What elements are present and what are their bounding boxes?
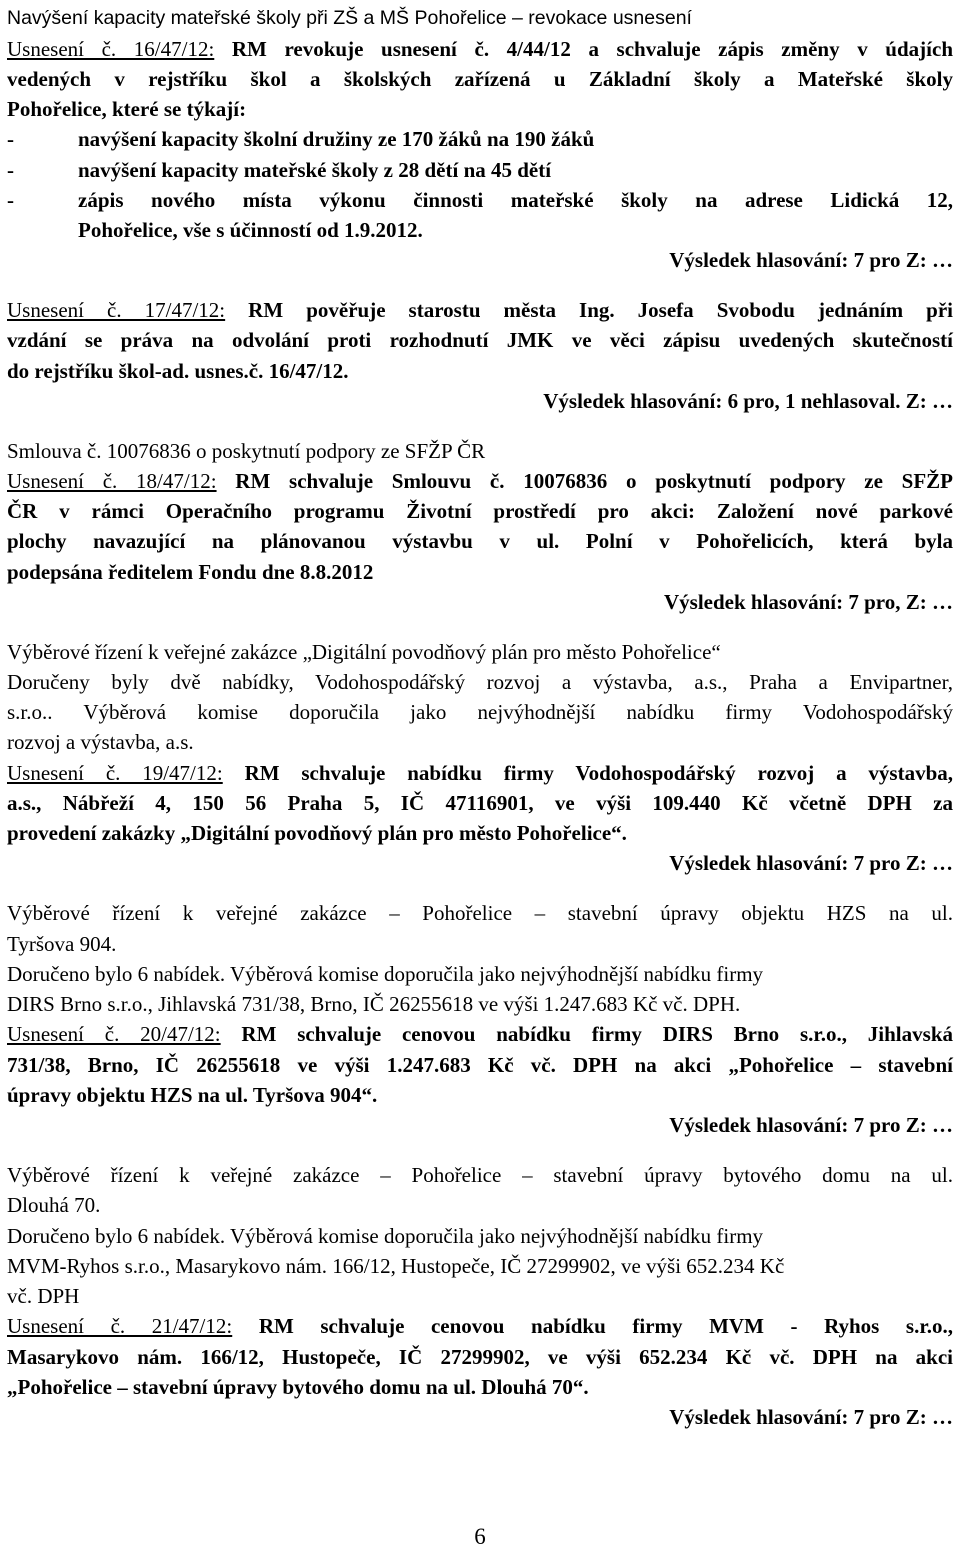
resolution-label: Usnesení č. 17/47/12: bbox=[7, 298, 226, 322]
resolution-line bbox=[7, 295, 953, 326]
vote-result: Výsledek hlasování: 7 pro Z: … bbox=[669, 851, 953, 875]
resolution-label: Usnesení č. 16/47/12: bbox=[7, 37, 215, 61]
resolution-line bbox=[7, 34, 953, 65]
resolution-text: RM schvaluje nabídku firmy Vodohospodářský rozvoj a výstavba, bbox=[222, 761, 954, 785]
vote-result: Výsledek hlasování: 7 pro Z: … bbox=[669, 1405, 953, 1429]
page-number: 6 bbox=[474, 1524, 486, 1549]
section-heading: Výběrové řízení k veřejné zakázce „Digitální povodňový plán pro město Pohořelice“ bbox=[7, 640, 721, 664]
body-text: Doručeno bylo 6 nabídek. Výběrová komise doporučila jako nejvýhodnější nabídku firmy bbox=[7, 1224, 764, 1248]
vote-result: Výsledek hlasování: 7 pro Z: … bbox=[669, 1113, 953, 1137]
bullet-item: navýšení kapacity mateřské školy z 28 dětí na 45 dětí bbox=[78, 158, 552, 182]
resolution-text: vzdání se práva na odvolání proti rozhodnutí JMK ve věci zápisu uvedených skutečností bbox=[7, 328, 953, 352]
resolution-label: Usnesení č. 20/47/12: bbox=[7, 1022, 221, 1046]
section-heading: Dlouhá 70. bbox=[7, 1193, 101, 1217]
section-heading: Navýšení kapacity mateřské školy při ZŠ a MŠ Pohořelice – revokace usnesení bbox=[7, 7, 692, 29]
resolution-text: RM pověřuje starostu města Ing. Josefa Svobodu jednáním při bbox=[225, 298, 953, 322]
resolution-text: Masarykovo nám. 166/12, Hustopeče, IČ 27299902, ve výši 652.234 Kč vč. DPH na akci bbox=[7, 1345, 953, 1369]
resolution-line bbox=[7, 466, 953, 497]
section-heading: Smlouva č. 10076836 o poskytnutí podpory ze SFŽP ČR bbox=[7, 439, 486, 463]
resolution-text: provedení zakázky „Digitální povodňový plán pro město Pohořelice“. bbox=[7, 821, 627, 845]
resolution-text: plochy navazující na plánovanou výstavbu v ul. Polní v Pohořelicích, která byla bbox=[7, 529, 953, 553]
resolution-text: podepsána ředitelem Fondu dne 8.8.2012 bbox=[7, 560, 374, 584]
body-text: s.r.o.. Výběrová komise doporučila jako nejvýhodnější nabídku firmy Vodohospodářský bbox=[7, 700, 953, 724]
body-text: MVM-Ryhos s.r.o., Masarykovo nám. 166/12, Hustopeče, IČ 27299902, ve výši 652.234 Kč bbox=[7, 1254, 785, 1278]
resolution-text: RM revokuje usnesení č. 4/44/12 a schvaluje zápis změny v údajích bbox=[214, 37, 953, 61]
bullet-item: navýšení kapacity školní družiny ze 170 žáků na 190 žáků bbox=[78, 127, 595, 151]
bullet-dash: - bbox=[7, 127, 14, 151]
resolution-line bbox=[7, 1311, 953, 1342]
bullet-item: zápis nového místa výkonu činnosti mateřské školy na adrese Lidická 12, bbox=[78, 188, 953, 212]
resolution-text: Pohořelice, které se týkají: bbox=[7, 97, 247, 121]
resolution-text: a.s., Nábřeží 4, 150 56 Praha 5, IČ 47116901, ve výši 109.440 Kč včetně DPH za bbox=[7, 791, 953, 815]
resolution-text: vedených v rejstříku škol a školských zařízená u Základní školy a Mateřské školy bbox=[7, 67, 953, 91]
body-text: DIRS Brno s.r.o., Jihlavská 731/38, Brno, IČ 26255618 ve výši 1.247.683 Kč vč. DPH. bbox=[7, 992, 741, 1016]
body-text: vč. DPH bbox=[7, 1284, 80, 1308]
body-text: Doručeno bylo 6 nabídek. Výběrová komise doporučila jako nejvýhodnější nabídku firmy bbox=[7, 962, 764, 986]
resolution-label: Usnesení č. 18/47/12: bbox=[7, 469, 217, 493]
resolution-text: „Pohořelice – stavební úpravy bytového domu na ul. Dlouhá 70“. bbox=[7, 1375, 589, 1399]
resolution-text: RM schvaluje Smlouvu č. 10076836 o poskytnutí podpory ze SFŽP bbox=[216, 469, 953, 493]
resolution-text: ČR v rámci Operačního programu Životní prostředí pro akci: Založení nové parkové bbox=[7, 499, 953, 523]
resolution-text: 731/38, Brno, IČ 26255618 ve výši 1.247.683 Kč vč. DPH na akci „Pohořelice – stavební bbox=[7, 1053, 953, 1077]
resolution-text: do rejstříku škol-ad. usnes.č. 16/47/12. bbox=[7, 359, 349, 383]
body-text: rozvoj a výstavba, a.s. bbox=[7, 730, 194, 754]
vote-result: Výsledek hlasování: 6 pro, 1 nehlasoval. Z: … bbox=[543, 389, 953, 413]
resolution-text: RM schvaluje cenovou nabídku firmy MVM - Ryhos s.r.o., bbox=[232, 1314, 953, 1338]
resolution-label: Usnesení č. 21/47/12: bbox=[7, 1314, 233, 1338]
resolution-label: Usnesení č. 19/47/12: bbox=[7, 761, 223, 785]
bullet-item: Pohořelice, vše s účinností od 1.9.2012. bbox=[78, 218, 423, 242]
section-heading: Výběrové řízení k veřejné zakázce – Pohořelice – stavební úpravy objektu HZS na ul. bbox=[7, 901, 953, 925]
resolution-line bbox=[7, 1019, 953, 1050]
bullet-dash: - bbox=[7, 158, 14, 182]
body-text: Doručeny byly dvě nabídky, Vodohospodářský rozvoj a výstavba, a.s., Praha a Envipartner, bbox=[7, 670, 953, 694]
vote-result: Výsledek hlasování: 7 pro Z: … bbox=[669, 248, 953, 272]
vote-result: Výsledek hlasování: 7 pro, Z: … bbox=[664, 590, 953, 614]
section-heading: Tyršova 904. bbox=[7, 932, 117, 956]
resolution-line bbox=[7, 758, 953, 789]
resolution-text: RM schvaluje cenovou nabídku firmy DIRS Brno s.r.o., Jihlavská bbox=[220, 1022, 953, 1046]
section-heading: Výběrové řízení k veřejné zakázce – Pohořelice – stavební úpravy bytového domu na ul. bbox=[7, 1163, 953, 1187]
bullet-dash: - bbox=[7, 188, 14, 212]
resolution-text: úpravy objektu HZS na ul. Tyršova 904“. bbox=[7, 1083, 378, 1107]
